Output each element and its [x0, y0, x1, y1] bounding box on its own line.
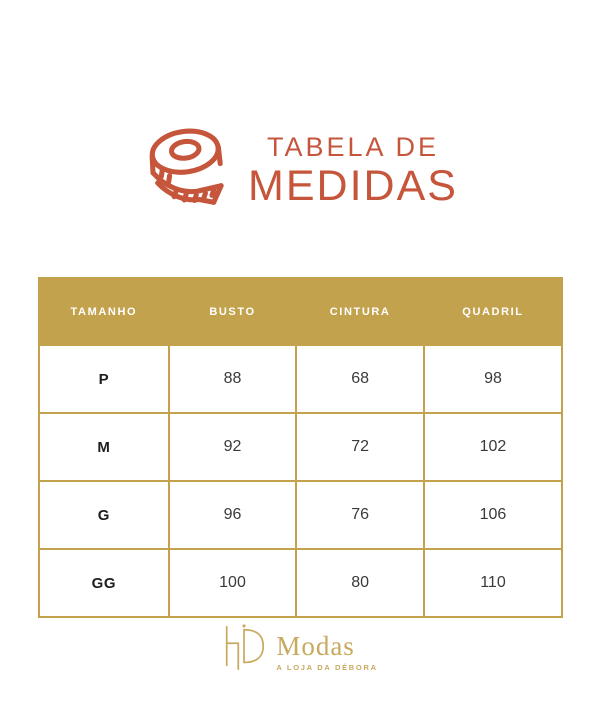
quadril-value-gg: 110	[424, 549, 562, 617]
size-label-gg: GG	[39, 549, 169, 617]
hd-monogram-icon	[222, 624, 267, 672]
measurements-table	[38, 277, 563, 618]
column-header-cintura: CINTURA	[296, 278, 424, 345]
column-header-tamanho: TAMANHO	[39, 278, 169, 345]
cintura-value-m: 72	[296, 413, 424, 481]
busto-value-g: 96	[169, 481, 297, 549]
page-header	[0, 120, 600, 222]
table-row-p	[39, 345, 562, 413]
table-row-gg	[39, 549, 562, 617]
page-title-line1: TABELA DE	[266, 132, 440, 163]
page-title	[248, 133, 458, 209]
cintura-value-p: 68	[296, 345, 424, 413]
quadril-value-p: 98	[424, 345, 562, 413]
table-row-m	[39, 413, 562, 481]
size-label-g: G	[39, 481, 169, 549]
size-label-p: P	[39, 345, 169, 413]
tape-measure-icon	[142, 120, 234, 222]
busto-value-gg: 100	[169, 549, 297, 617]
brand-name: Modas	[276, 631, 355, 661]
brand-footer	[0, 624, 600, 672]
busto-value-p: 88	[169, 345, 297, 413]
column-header-busto: BUSTO	[169, 278, 297, 345]
cintura-value-g: 76	[296, 481, 424, 549]
quadril-value-g: 106	[424, 481, 562, 549]
size-label-m: M	[39, 413, 169, 481]
column-header-quadril: QUADRIL	[424, 278, 562, 345]
busto-value-m: 92	[169, 413, 297, 481]
cintura-value-gg: 80	[296, 549, 424, 617]
brand-tagline: A LOJA DA DÉBORA	[276, 663, 378, 672]
quadril-value-m: 102	[424, 413, 562, 481]
table-header-row	[39, 278, 562, 345]
brand-text	[276, 633, 377, 672]
page-title-line2: MEDIDAS	[248, 161, 458, 210]
table-row-g	[39, 481, 562, 549]
